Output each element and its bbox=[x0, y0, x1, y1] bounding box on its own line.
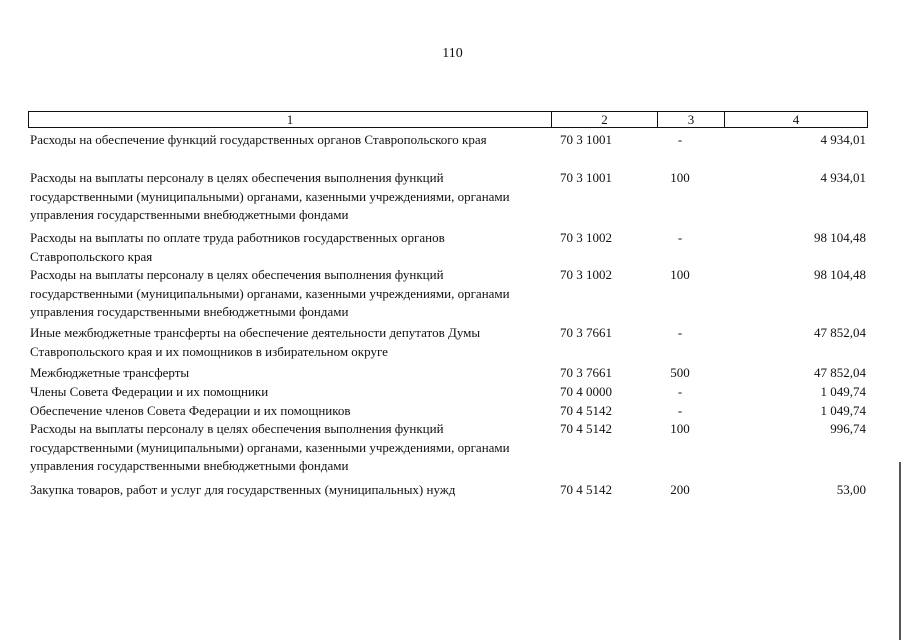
header-col-2: 2 bbox=[551, 112, 657, 127]
row-amount: 53,00 bbox=[836, 482, 866, 497]
row-code: 70 4 5142 bbox=[560, 482, 612, 497]
row-type: - bbox=[677, 230, 683, 245]
row-amount: 4 934,01 bbox=[820, 170, 866, 185]
row-type: - bbox=[677, 132, 683, 147]
row-description: Расходы на выплаты по оплате труда работников государственных органов Ставропольского края bbox=[30, 230, 445, 264]
row-description: Расходы на выплаты персоналу в целях обеспечения выполнения функций государственными (муниципальными) органами, казенными учреждениями, органами управления государственными внебюджетными фондами bbox=[30, 421, 510, 473]
row-amount: 47 852,04 bbox=[814, 325, 866, 340]
row-type: - bbox=[677, 403, 683, 418]
row-code: 70 4 0000 bbox=[560, 384, 612, 399]
row-description: Расходы на выплаты персоналу в целях обеспечения выполнения функций государственными (муниципальными) органами, казенными учреждениями, органами управления государственными внебюджетными фондами bbox=[30, 170, 510, 222]
row-amount: 996,74 bbox=[830, 421, 866, 436]
row-type: - bbox=[677, 384, 683, 399]
row-type: 500 bbox=[670, 365, 690, 380]
header-col-3: 3 bbox=[657, 112, 724, 127]
row-description: Обеспечение членов Совета Федерации и их помощников bbox=[30, 403, 351, 418]
row-code: 70 3 1001 bbox=[560, 132, 612, 147]
row-code: 70 3 1002 bbox=[560, 230, 612, 245]
row-type: 100 bbox=[670, 170, 690, 185]
row-code: 70 3 7661 bbox=[560, 365, 612, 380]
row-amount: 4 934,01 bbox=[820, 132, 866, 147]
row-code: 70 4 5142 bbox=[560, 403, 612, 418]
scan-edge-mark bbox=[899, 462, 901, 640]
row-description: Члены Совета Федерации и их помощники bbox=[30, 384, 269, 399]
row-type: 100 bbox=[670, 267, 690, 282]
header-col-4: 4 bbox=[724, 112, 867, 127]
row-code: 70 4 5142 bbox=[560, 421, 612, 436]
row-description: Межбюджетные трансферты bbox=[30, 365, 190, 380]
row-description: Расходы на обеспечение функций государственных органов Ставропольского края bbox=[30, 132, 487, 147]
table-header bbox=[28, 111, 868, 128]
row-code: 70 3 7661 bbox=[560, 325, 612, 340]
row-description: Расходы на выплаты персоналу в целях обеспечения выполнения функций государственными (муниципальными) органами, казенными учреждениями, органами управления государственными внебюджетными фондами bbox=[30, 267, 510, 319]
row-type: - bbox=[677, 325, 683, 340]
row-type: 200 bbox=[670, 482, 690, 497]
row-description: Закупка товаров, работ и услуг для государственных (муниципальных) нужд bbox=[30, 482, 456, 497]
row-code: 70 3 1001 bbox=[560, 170, 612, 185]
row-description: Иные межбюджетные трансферты на обеспечение деятельности депутатов Думы Ставропольского края и их помощников в избирательном округе bbox=[30, 325, 481, 359]
row-amount: 98 104,48 bbox=[814, 267, 866, 282]
row-amount: 1 049,74 bbox=[820, 403, 866, 418]
row-type: 100 bbox=[670, 421, 690, 436]
page-number: 110 bbox=[442, 46, 463, 61]
row-code: 70 3 1002 bbox=[560, 267, 612, 282]
header-col-1: 1 bbox=[286, 112, 294, 127]
row-amount: 47 852,04 bbox=[814, 365, 866, 380]
row-amount: 98 104,48 bbox=[814, 230, 866, 245]
row-amount: 1 049,74 bbox=[820, 384, 866, 399]
